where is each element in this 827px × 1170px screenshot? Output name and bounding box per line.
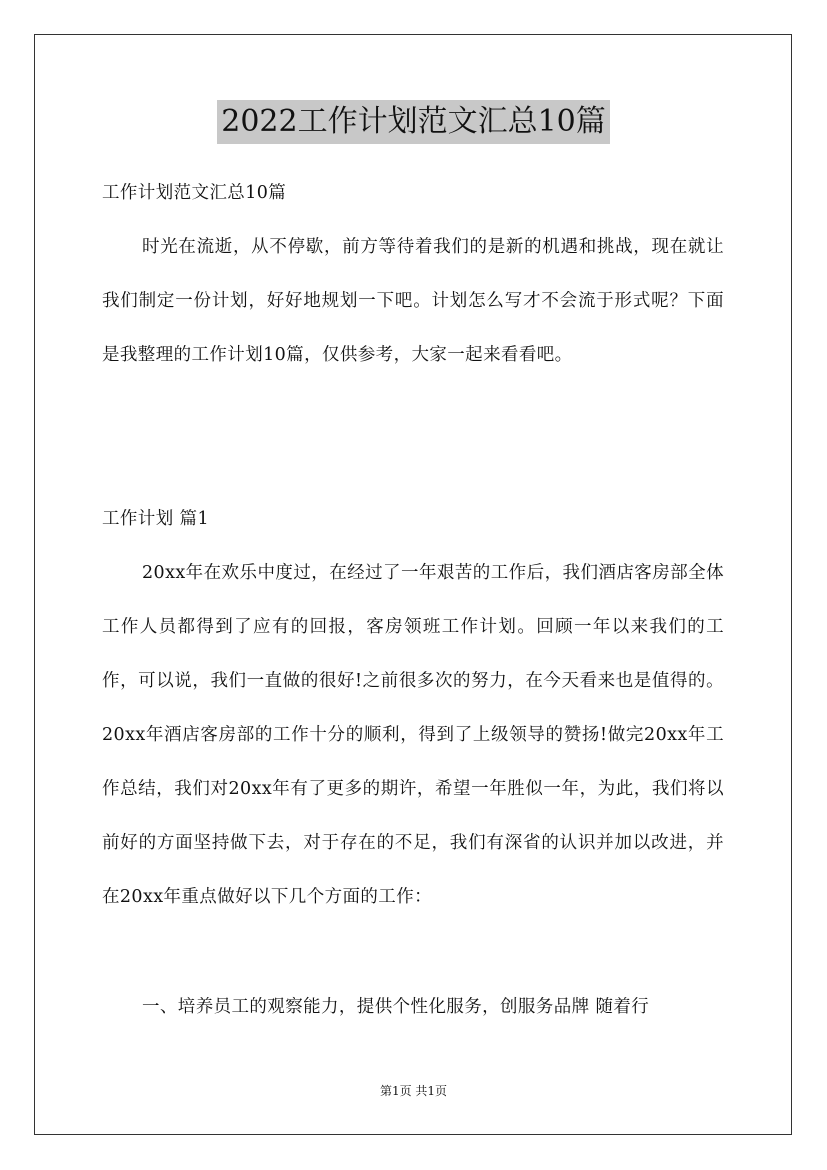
intro-paragraph: 时光在流逝，从不停歇，前方等待着我们的是新的机遇和挑战，现在就让我们制定一份计划，好好地规划一下吧。计划怎么写才不会流于形式呢？下面是我整理的工作计划10篇，仅供参考，大家一起来看看吧。 [102,237,724,365]
title-container [0,100,827,144]
document-subtitle: 工作计划范文汇总10篇 [102,183,287,203]
list-item-1: 一、培养员工的观察能力，提供个性化服务，创服务品牌 随着行 [142,997,650,1017]
body-paragraph: 20xx年在欢乐中度过，在经过了一年艰苦的工作后，我们酒店客房部全体工作人员都得到了应有的回报，客房领班工作计划。回顾一年以来我们的工作，可以说，我们一直做的很好!之前很多次的努力，在今天看来也是值得的。20xx年酒店客房部的工作十分的顺利，得到了上级领导的赞扬!做完20xx年工作总结，我们对20xx年有了更多的期许，希望一年胜似一年，为此，我们将以前好的方面坚持做下去，对于存在的不足，我们有深省的认识并加以改进，并在20xx年重点做好以下几个方面的工作： [102,563,724,907]
document-title: 2022工作计划范文汇总10篇 [217,100,610,144]
page-footer: 第1页 共1页 [379,1084,448,1098]
section-heading: 工作计划 篇1 [102,509,209,529]
